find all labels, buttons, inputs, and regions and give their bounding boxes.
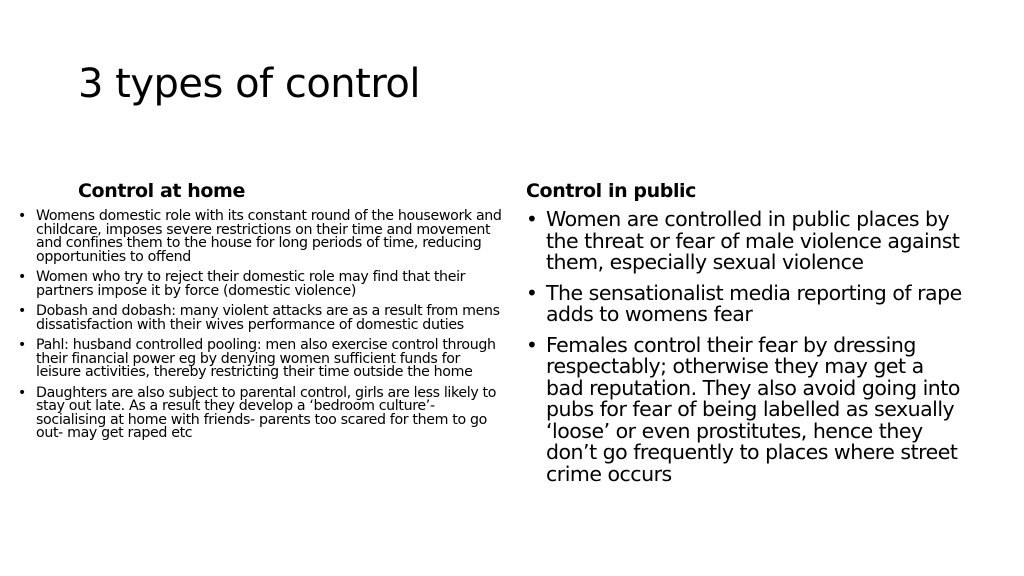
list-item (526, 209, 962, 274)
list-item-text: Pahl: husband controlled pooling: men also exercise control through their financial power eg by denying women sufficient funds for leisure activities, thereby restricting their time outside the home (36, 337, 496, 380)
bullet-icon: • (18, 208, 26, 224)
bullet-icon: • (526, 207, 538, 231)
list-item (18, 339, 506, 380)
bullet-icon: • (18, 384, 26, 401)
list-item (18, 305, 506, 332)
right-column (526, 178, 962, 494)
list-item-text: Dobash and dobash: many violent attacks are as a result from mens dissatisfaction with their wives performance of domestic duties (36, 303, 500, 333)
list-item-text: The sensationalist media reporting of rape adds to womens fear (546, 280, 962, 326)
slide-title: 3 types of control (78, 61, 420, 107)
list-item-text: Females control their fear by dressing respectably; otherwise they may get a bad reputation. They also avoid going into pubs for fear of being labelled as sexually ‘loose’ or even prostitutes, hence they don’t go frequently to places where street crime occurs (546, 332, 960, 486)
list-item-text: Daughters are also subject to parental control, girls are less likely to stay out late. As a result they develop a ‘bedroom culture’- socialising at home with friends- parents too scared for them to go out- may get raped etc (36, 384, 497, 441)
bullet-icon: • (526, 280, 538, 305)
bullet-icon: • (18, 269, 26, 285)
list-item (18, 271, 506, 298)
right-bullet-list (526, 209, 962, 485)
left-column-heading: Control at home (78, 180, 245, 202)
bullet-icon: • (18, 337, 26, 353)
list-item-text: Womens domestic role with its constant round of the housework and childcare, imposes severe restrictions on their time and movement and confines them to the house for long periods of time, reducing opportunities to offend (36, 208, 502, 265)
right-column-heading: Control in public (526, 180, 697, 202)
list-item (18, 210, 506, 264)
left-bullet-list (18, 210, 506, 441)
list-item (526, 332, 962, 486)
list-item-text: Women who try to reject their domestic role may find that their partners impose it by force (domestic violence) (36, 269, 466, 299)
left-column (18, 178, 506, 448)
bullet-icon: • (18, 303, 26, 319)
list-item-text: Women are controlled in public places by the threat or fear of male violence against them, especially sexual violence (546, 207, 960, 274)
list-item (526, 280, 962, 326)
bullet-icon: • (526, 332, 538, 357)
list-item (18, 384, 506, 441)
